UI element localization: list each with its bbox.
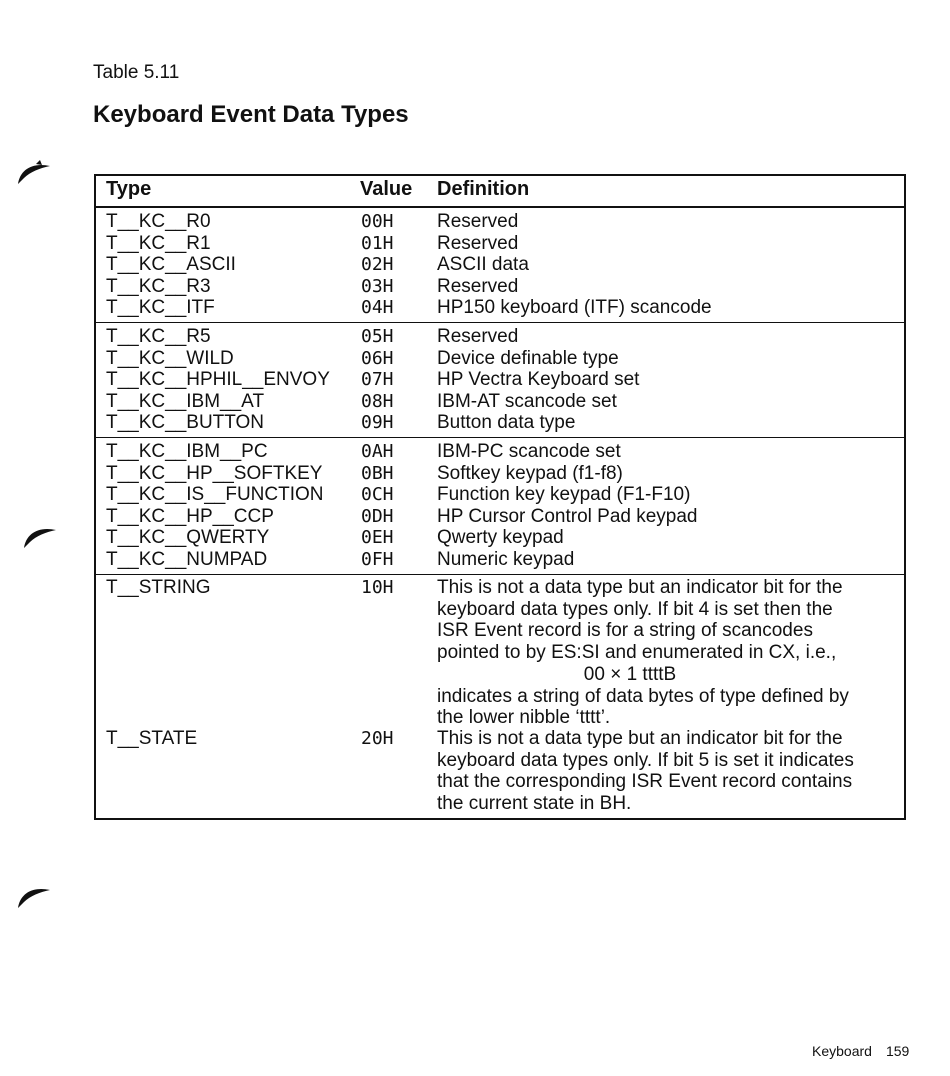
table-row-group (96, 438, 904, 575)
type-cell: T__KC__NUMPAD (106, 549, 268, 570)
definition-cell: HP Vectra Keyboard set (437, 369, 640, 391)
type-cell: T__KC__IBM__AT (106, 390, 265, 412)
value-cell: 08H (361, 390, 394, 412)
definition-column-header: Definition (437, 178, 530, 200)
table-row (96, 254, 904, 276)
type-cell: T__KC__WILD (106, 347, 234, 369)
table-row (96, 276, 904, 298)
table-caption: Table 5.11 (93, 62, 180, 83)
type-cell: T__KC__R3 (106, 275, 211, 297)
definition-line: that the corresponding ISR Event record contains (437, 771, 853, 793)
definition-cell: Reserved (437, 211, 519, 232)
keyboard-event-data-types-table (94, 174, 906, 820)
definition-cell: HP150 keyboard (ITF) scancode (437, 297, 712, 319)
value-cell: 20H (361, 728, 394, 749)
table-row (96, 506, 904, 528)
value-cell: 0AH (361, 441, 394, 462)
definition-cell: IBM-PC scancode set (437, 441, 621, 462)
definition-cell: ASCII data (437, 254, 529, 276)
definition-cell: Device definable type (437, 347, 619, 369)
definition-cell: Reserved (437, 326, 519, 347)
value-cell: 0CH (361, 484, 394, 506)
definition-line: the current state in BH. (437, 793, 632, 815)
table-row-group (96, 208, 904, 323)
table-row (96, 233, 904, 255)
formula-line: 00 × 1 ttttB (583, 663, 677, 685)
type-cell: T__KC__IS__FUNCTION (106, 484, 324, 506)
page-number: 159 (885, 1043, 910, 1059)
value-cell: 07H (361, 369, 394, 391)
value-cell: 04H (361, 297, 394, 319)
definition-cell: Button data type (437, 412, 576, 434)
value-cell: 0BH (361, 462, 394, 484)
table-row (96, 326, 904, 348)
definition-line: keyboard data types only. If bit 4 is set then the (437, 598, 833, 620)
value-cell: 03H (361, 275, 394, 297)
page-footer (812, 1043, 909, 1059)
definition-cell: Function key keypad (F1-F10) (437, 484, 691, 506)
value-cell: 06H (361, 347, 394, 369)
definition-cell: Numeric keypad (437, 549, 575, 570)
margin-mark-icon (22, 524, 58, 550)
definition-cell: Softkey keypad (f1-f8) (437, 462, 623, 484)
type-cell: T__STRING (106, 577, 211, 598)
table-row (96, 463, 904, 485)
margin-mark-icon (16, 884, 52, 910)
table-row (96, 549, 904, 571)
definition-line: keyboard data types only. If bit 5 is set it indicates (437, 749, 854, 771)
type-column-header: Type (106, 178, 152, 200)
value-cell: 01H (361, 232, 394, 254)
table-row (96, 369, 904, 391)
definition-cell: IBM-AT scancode set (437, 390, 617, 412)
value-cell: 02H (361, 254, 394, 276)
value-column-header: Value (360, 178, 413, 200)
definition-cell: Reserved (437, 275, 519, 297)
definition-line: the lower nibble ‘tttt’. (437, 707, 611, 729)
definition-cell (437, 728, 897, 815)
type-cell: T__KC__R0 (106, 211, 211, 232)
table-row (96, 484, 904, 506)
type-cell: T__KC__HP__CCP (106, 505, 274, 527)
definition-line: This is not a data type but an indicator bit for the (437, 728, 843, 749)
table-row (96, 297, 904, 319)
type-cell: T__STATE (106, 728, 198, 749)
definition-line: indicates a string of data bytes of type defined by (437, 685, 849, 707)
margin-mark-icon (16, 160, 52, 186)
value-cell: 05H (361, 326, 394, 347)
footer-section: Keyboard (812, 1043, 872, 1059)
type-cell: T__KC__HPHIL__ENVOY (106, 369, 330, 391)
definition-line: This is not a data type but an indicator bit for the (437, 577, 843, 598)
value-cell: 0DH (361, 505, 394, 527)
value-cell: 00H (361, 211, 394, 232)
definition-cell: HP Cursor Control Pad keypad (437, 505, 698, 527)
table-row-group (96, 575, 904, 820)
table-row (96, 527, 904, 549)
table-row (96, 412, 904, 434)
table-row (96, 441, 904, 463)
table-row (96, 211, 904, 233)
value-cell: 0EH (361, 527, 394, 549)
type-cell: T__KC__IBM__PC (106, 441, 268, 462)
value-cell: 09H (361, 412, 394, 434)
type-cell: T__KC__QWERTY (106, 527, 270, 549)
type-cell: T__KC__R5 (106, 326, 211, 347)
type-cell: T__KC__HP__SOFTKEY (106, 462, 323, 484)
table-row (96, 348, 904, 370)
page-title: Keyboard Event Data Types (93, 101, 409, 128)
table-row-group (96, 323, 904, 438)
definition-line: ISR Event record is for a string of scancodes (437, 620, 813, 642)
table-header-row (96, 176, 904, 208)
type-cell: T__KC__ASCII (106, 254, 236, 276)
definition-line: pointed to by ES:SI and enumerated in CX, i.e., (437, 642, 837, 664)
definition-cell (437, 577, 897, 729)
definition-cell: Reserved (437, 232, 519, 254)
value-cell: 10H (361, 577, 394, 598)
type-cell: T__KC__BUTTON (106, 412, 265, 434)
type-cell: T__KC__R1 (106, 232, 211, 254)
definition-cell: Qwerty keypad (437, 527, 564, 549)
type-cell: T__KC__ITF (106, 297, 215, 319)
value-cell: 0FH (361, 549, 394, 570)
table-row (96, 391, 904, 413)
